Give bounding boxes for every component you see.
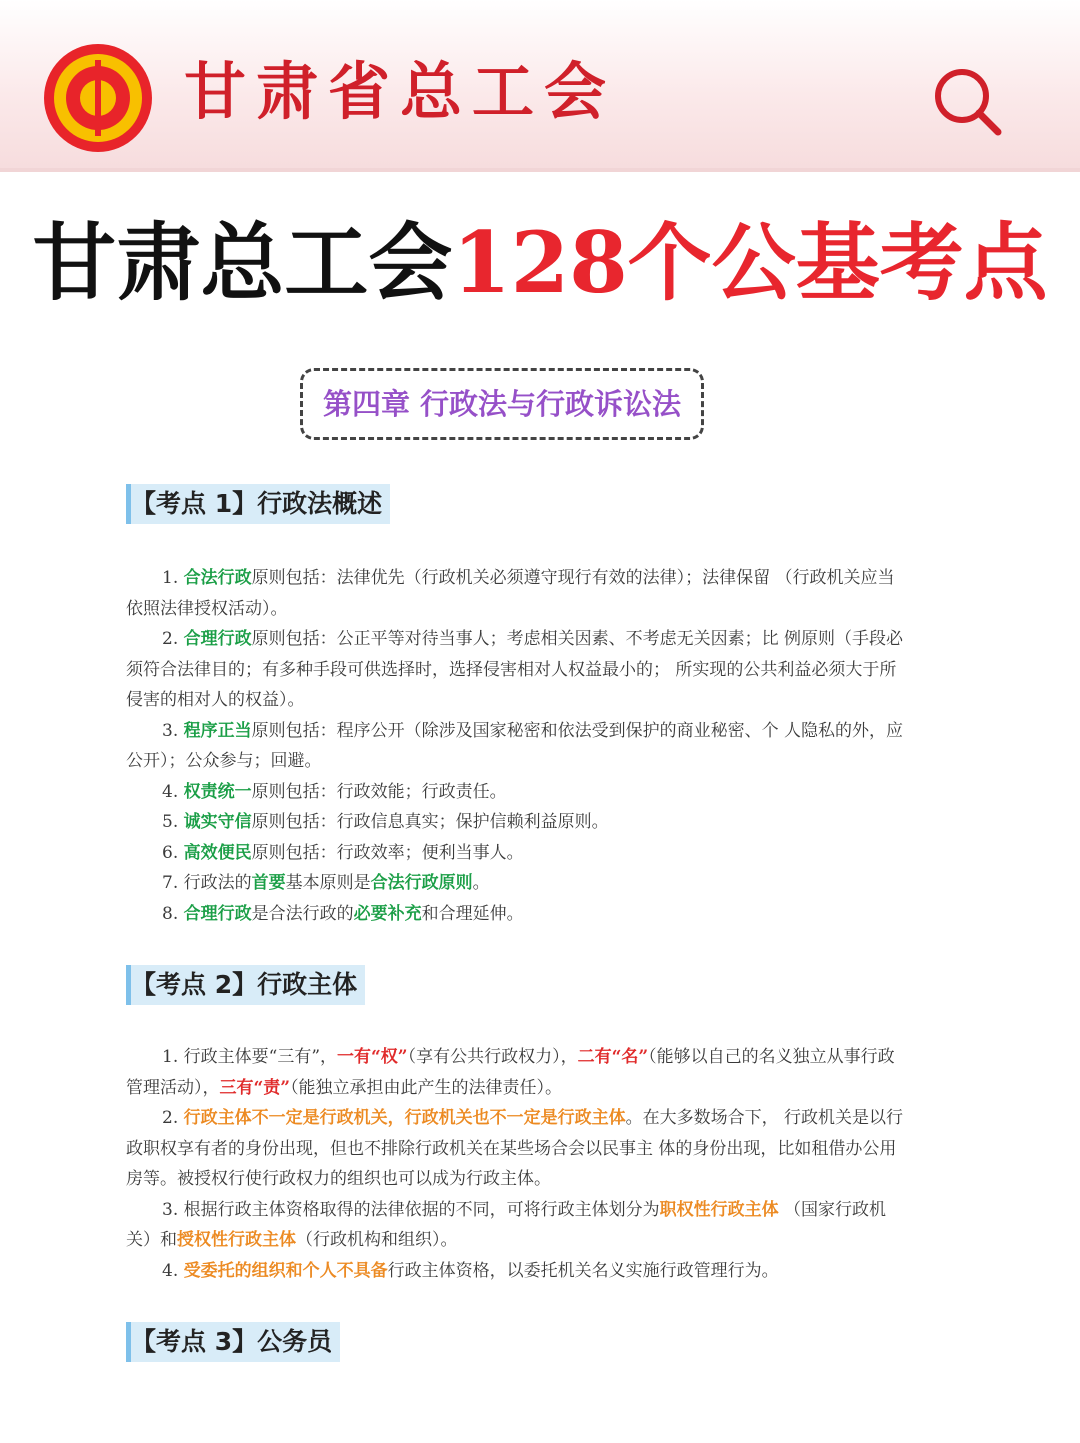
list-item: 4. 受委托的组织和个人不具备行政主体资格，以委托机关名义实施行政管理行为。 xyxy=(162,1260,779,1281)
kp1-heading: 【考点 1】行政法概述 xyxy=(126,484,390,524)
list-item: 7. 行政法的首要基本原则是合法行政原则。 xyxy=(162,873,490,893)
header-banner xyxy=(0,0,1080,172)
union-emblem-icon xyxy=(44,44,152,152)
kp2-body xyxy=(126,1042,904,1286)
list-item: 3. 程序正当原则包括：程序公开（除涉及国家秘密和依法受到保护的商业秘密、个 人隐私的外，应公开）；公众参与；回避。 xyxy=(126,720,904,771)
chapter-label: 第四章 行政法与行政诉讼法 xyxy=(300,368,704,440)
title-red: 128个公基考点 xyxy=(452,213,1048,312)
kp2-heading: 【考点 2】行政主体 xyxy=(126,965,365,1005)
brand-name: 甘肃省总工会 xyxy=(184,55,617,128)
list-item: 2. 行政主体不一定是行政机关，行政机关也不一定是行政主体。在大多数场合下， 行政机关是以行政职权享有者的身份出现，但也不排除行政机关在某些场合会以民事主 体的身份出现，比如租借办公用房等。被授权行使行政权力的组织也可以成为行政主体。 xyxy=(126,1108,904,1189)
list-item: 1. 行政主体要“三有”，一有“权”（享有公共行政权力），二有“名”（能够以自己的名义独立从事行政管理活动），三有“责”（能独立承担由此产生的法律责任）。 xyxy=(126,1047,895,1098)
list-item: 1. 合法行政原则包括：法律优先（行政机关必须遵守现行有效的法律）；法律保留 （行政机关应当依照法律授权活动）。 xyxy=(126,568,895,619)
title-black: 甘肃总工会 xyxy=(32,213,453,312)
list-item: 6. 高效便民原则包括：行政效率；便利当事人。 xyxy=(162,842,524,863)
kp1-body xyxy=(126,563,904,929)
search-icon[interactable] xyxy=(930,64,1004,138)
kp3-heading: 【考点 3】公务员 xyxy=(126,1322,340,1362)
list-item: 4. 权责统一原则包括：行政效能；行政责任。 xyxy=(162,781,507,802)
page-title xyxy=(0,208,1080,318)
list-item: 2. 合理行政原则包括：公正平等对待当事人；考虑相关因素、不考虑无关因素；比 例原则（手段必须符合法律目的；有多种手段可供选择时，选择侵害相对人权益最小的； 所实现的公共利益必须大于所侵害的相对人的权益）。 xyxy=(126,629,904,710)
list-item: 8. 合理行政是合法行政的必要补充和合理延伸。 xyxy=(162,903,524,924)
list-item: 5. 诚实守信原则包括：行政信息真实；保护信赖利益原则。 xyxy=(162,812,609,832)
list-item: 3. 根据行政主体资格取得的法律依据的不同，可将行政主体划分为职权性行政主体 （国家行政机关）和授权性行政主体（行政机构和组织）。 xyxy=(126,1199,887,1250)
